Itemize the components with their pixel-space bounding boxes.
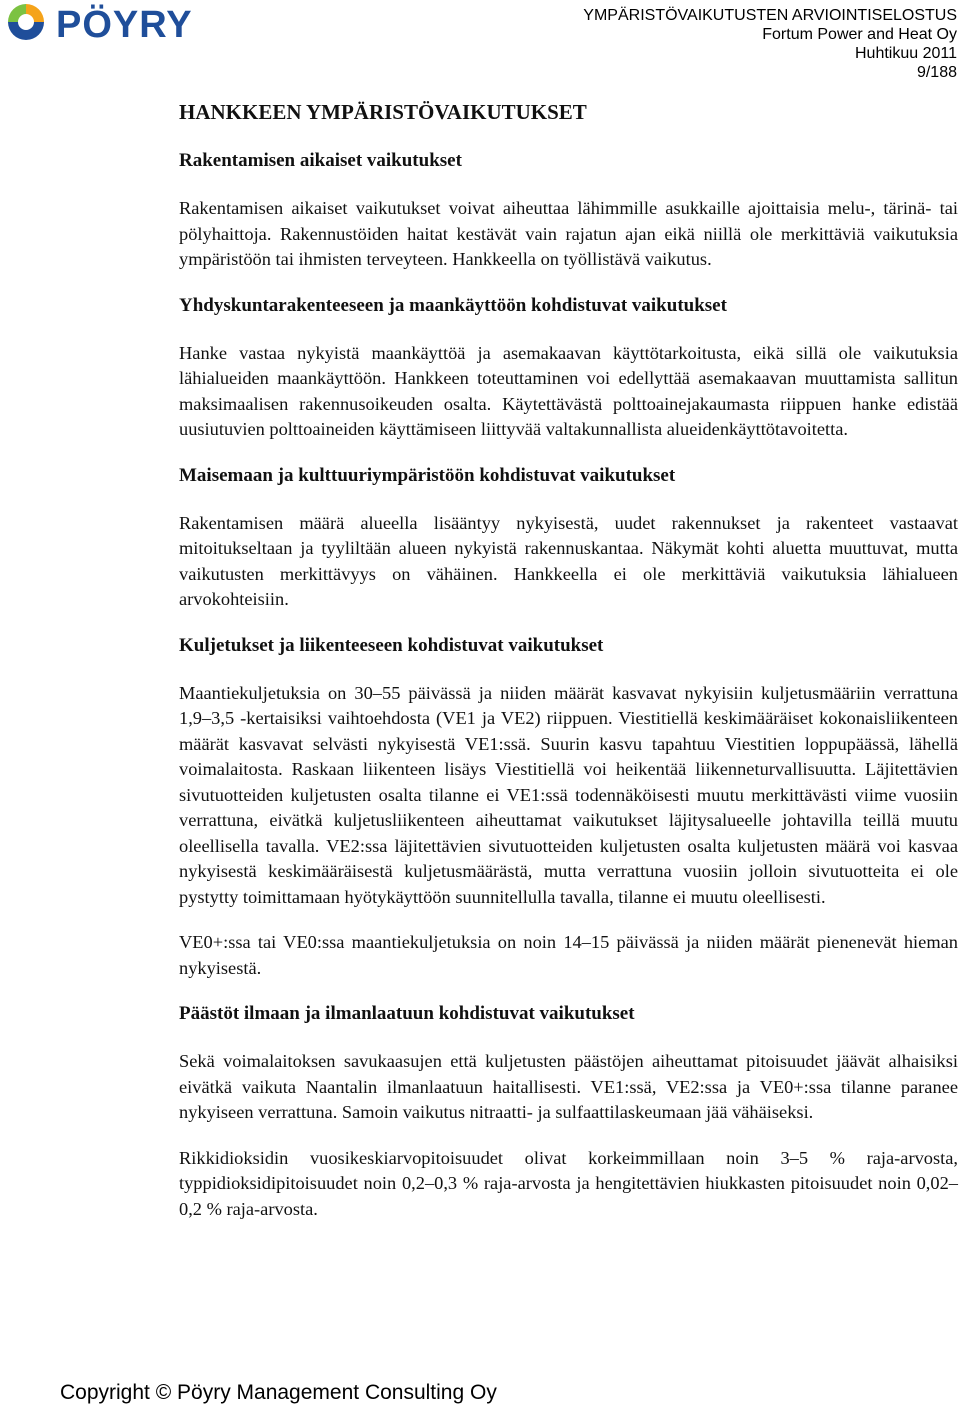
page-number: 9/188 [916, 64, 957, 81]
section-paragraph: Rikkidioksidin vuosikeskiarvopitoisuudet olivat korkeimmillaan noin 3–5 % raja-arvosta, typpidioksidipitoisuudet noin 0,2–0,3 % raja-arvosta ja hengitettävien hiukkasten pitoisuudet noin 0,02–0,2 % raja-arvosta. [179, 1147, 958, 1219]
section-heading: Kuljetukset ja liikenteeseen kohdistuvat vaikutukset [179, 634, 604, 656]
document-header [583, 6, 957, 82]
copyright-footer: Copyright © Pöyry Management Consulting Oy [60, 1381, 497, 1404]
logo-wordmark: PÖYRY [56, 4, 193, 44]
poyry-logo [4, 0, 244, 44]
section-paragraph: Rakentamisen aikaiset vaikutukset voivat aiheuttaa lähimmille asukkaille ajoittaisia melu-, tärinä- tai pölyhaittoja. Rakennustöiden haitat kestävät vain rajatun ajan eikä niillä ole merkittäviä vaikutuksia ympäristöön tai ihmisten terveyteen. Hankkeella on työllistävä vaikutus. [179, 198, 958, 269]
document-date: Huhtikuu 2011 [855, 45, 957, 62]
report-title: YMPÄRISTÖVAIKUTUSTEN ARVIOINTISELOSTUS [583, 7, 957, 24]
company-name: Fortum Power and Heat Oy [762, 26, 957, 43]
poyry-logo-mark [4, 0, 244, 44]
section-paragraph: Hanke vastaa nykyistä maankäyttöä ja asemakaavan käyttötarkoitusta, eikä sillä ole vaikutuksia lähialueiden maankäyttöön. Hankkeen toteuttaminen voi edellyttää asemakaavan muuttamista sallitun maksimaalisen rakennusoikeuden osalta. Käytettävästä polttoainejakaumasta riippuen hanke edistää uusiutuvien polttoaineiden käyttämiseen liittyvää valtakunnallista alueidenkäyttötavoitetta. [179, 342, 958, 439]
section-heading: Päästöt ilmaan ja ilmanlaatuun kohdistuvat vaikutukset [179, 1003, 635, 1024]
section-heading: Rakentamisen aikaiset vaikutukset [179, 150, 462, 171]
section-heading: Yhdyskuntarakenteeseen ja maankäyttöön kohdistuvat vaikutukset [179, 294, 727, 316]
section-paragraph: VE0+:ssa tai VE0:ssa maantiekuljetuksia on noin 14–15 päivässä ja niiden määrät pienenevät hieman nykyisestä. [179, 932, 958, 978]
section-paragraph: Sekä voimalaitoksen savukaasujen että kuljetusten päästöjen aiheuttamat pitoisuudet jäävät alhaisiksi eivätkä vaikuta Naantalin ilmanlaatuun haitallisesti. VE1:ssä, VE2:ssa ja VE0+:ssa tilanne paranee nykyiseen verrattuna. Samoin vaikutus nitraatti- ja sulfaattilaskeumaan jää vähäiseksi. [179, 1051, 958, 1122]
section-paragraph: Maantiekuljetuksia on 30–55 päivässä ja niiden määrät kasvavat nykyisiin kuljetusmääriin verrattuna 1,9–3,5 -kertaisiksi vaihtoehdosta (VE1 ja VE2) riippuen. Viestitiellä keskimääräiset kokonaisliikenteen määrät kasvavat selvästi nykyisestä VE1:ssä. Suurin kasvu tapahtuu Viestitien loppupäässä, lähellä voimalaitosta. Raskaan liikenteen lisäys Viestitiellä voi heikentää liikenneturvallisuutta. Läjitettävien sivutuotteiden kuljetusten osalta tilanne ei VE1:ssä todennäköisesti muutu merkittävästi viime vuosiin verrattuna, eivätkä kuljetusliikenteen aiheuttamat vaikutukset läjitysalueelle johtavilla teillä muutu oleellisella tavalla. VE2:ssa läjitettävien sivutuotteiden kuljetusten osalta kuljetusten määrä voi kasvaa nykyisestä keskimääräisestä kuljetusmäärästä, mutta verrattuna vuosiin jolloin sivutuotteita ei ole pystytty toimittamaan hyötykäyttöön suunnitellulla tavalla, tilanne ei muutu oleellisesti. [179, 682, 958, 907]
section-heading: Maisemaan ja kulttuuriympäristöön kohdistuvat vaikutukset [179, 464, 676, 486]
document-body [179, 98, 958, 1222]
section-paragraph: Rakentamisen määrä alueella lisääntyy nykyisestä, uudet rakennukset ja rakenteet vastaavat mitoitukseltaan ja tyyliltään alueen nykyistä rakennuskantaa. Näkymät kohti aluetta muuttuvat, mutta vaikutusten merkittävyys on vähäinen. Hankkeella ei ole merkittäviä vaikutuksia lähialueen arvokohteisiin. [179, 512, 958, 609]
page-title: HANKKEEN YMPÄRISTÖVAIKUTUKSET [179, 100, 587, 124]
